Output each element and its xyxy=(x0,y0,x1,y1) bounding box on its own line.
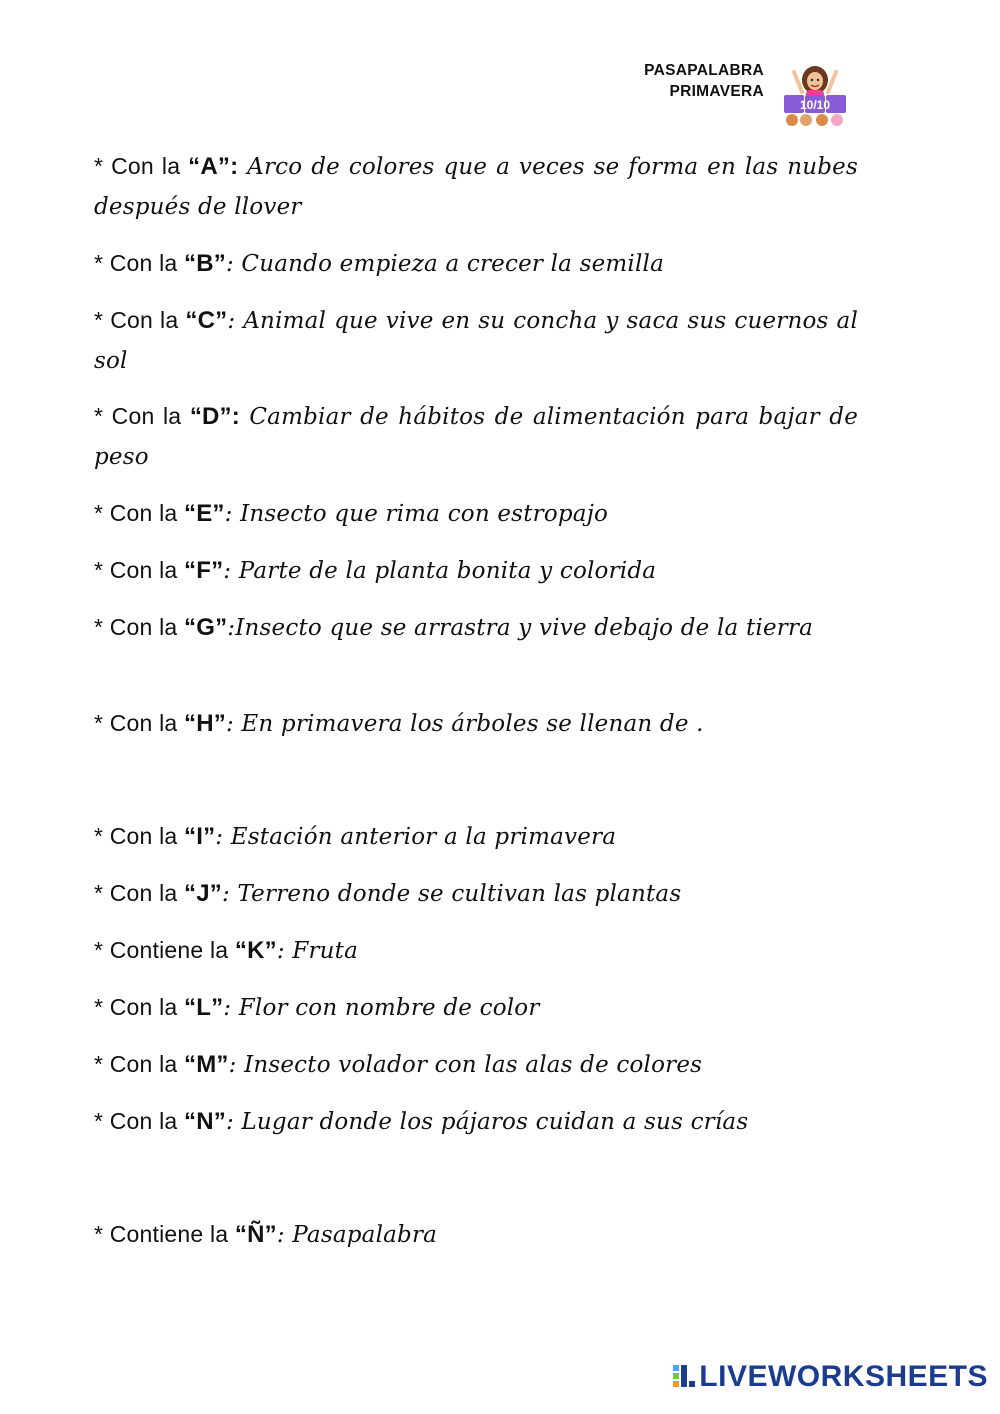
clue-text: : Estación anterior a la primavera xyxy=(215,824,617,850)
clue-letter: “A”: xyxy=(188,153,239,180)
clue-letter: “K” xyxy=(234,937,277,964)
clue-text: : Parte de la planta bonita y colorida xyxy=(223,558,657,584)
title-line-2: PRIMAVERA xyxy=(669,83,764,100)
clue-letter: “I” xyxy=(184,823,216,850)
clue-c xyxy=(94,300,858,381)
clue-prefix: * Con la xyxy=(94,307,186,333)
clue-prefix: * Con la xyxy=(94,710,185,736)
clue-prefix: * Con la xyxy=(94,880,185,906)
clue-prefix: * Con la xyxy=(94,1108,185,1134)
clue-e xyxy=(94,493,858,534)
clue-enye xyxy=(94,1214,858,1255)
clue-text: Cambiar de hábitos de alimentación para bajar de peso xyxy=(94,404,859,470)
clue-letter: “B” xyxy=(184,250,226,277)
clue-text: Arco de colores que a veces se forma en las nubes después de llover xyxy=(94,154,858,220)
clue-letter: “G” xyxy=(184,614,228,641)
clue-g xyxy=(94,607,858,648)
clue-letter: “M” xyxy=(184,1051,229,1078)
clue-text: : Flor con nombre de color xyxy=(223,995,540,1021)
clue-text: : Fruta xyxy=(276,938,359,964)
clue-text: : Terreno donde se cultivan las plantas xyxy=(221,881,682,907)
clue-prefix: * Contiene la xyxy=(94,1221,235,1247)
clue-text: : Animal que vive en su concha y saca sus cuernos al sol xyxy=(94,308,858,374)
clue-prefix: * Con la xyxy=(94,403,190,429)
clue-m xyxy=(94,1044,858,1085)
clue-j xyxy=(94,873,858,914)
avatar-badge-text: 10/10 xyxy=(799,98,831,112)
clue-prefix: * Con la xyxy=(94,250,185,276)
liveworksheets-logo-icon xyxy=(673,1365,695,1389)
clue-letter: “H” xyxy=(184,710,226,737)
clue-n xyxy=(94,1101,858,1142)
clue-text: :Insecto que se arrastra y vive debajo de la tierra xyxy=(227,615,814,641)
clue-prefix: * Con la xyxy=(94,153,189,179)
clue-letter: “E” xyxy=(184,500,225,527)
clue-d xyxy=(94,396,858,477)
clue-letter: “Ñ” xyxy=(234,1221,277,1248)
clue-b xyxy=(94,243,858,284)
clue-letter: “N” xyxy=(184,1108,226,1135)
clue-text: : Pasapalabra xyxy=(276,1222,438,1248)
liveworksheets-brand xyxy=(673,1360,988,1394)
clue-text: : Insecto volador con las alas de colores xyxy=(228,1052,703,1078)
clue-prefix: * Contiene la xyxy=(94,937,235,963)
clue-h xyxy=(94,703,858,744)
clue-text: : En primavera los árboles se llenan de . xyxy=(225,711,704,737)
clue-letter: “D”: xyxy=(189,403,240,430)
clue-text: : Lugar donde los pájaros cuidan a sus crías xyxy=(225,1109,749,1135)
worksheet-title xyxy=(644,60,764,102)
clue-prefix: * Con la xyxy=(94,614,185,640)
clue-f xyxy=(94,550,858,591)
clue-letter: “J” xyxy=(184,880,222,907)
clue-prefix: * Con la xyxy=(94,500,185,526)
clue-letter: “C” xyxy=(185,307,228,334)
clue-prefix: * Con la xyxy=(94,823,185,849)
clue-k xyxy=(94,930,858,971)
brand-text: LIVEWORKSHEETS xyxy=(699,1360,988,1393)
teacher-avatar-icon xyxy=(782,62,848,128)
clue-text: : Cuando empieza a crecer la semilla xyxy=(225,251,664,277)
clue-letter: “L” xyxy=(184,994,224,1021)
clue-prefix: * Con la xyxy=(94,1051,185,1077)
clue-i xyxy=(94,816,858,857)
clue-l xyxy=(94,987,858,1028)
clue-letter: “F” xyxy=(184,557,224,584)
clue-prefix: * Con la xyxy=(94,994,185,1020)
title-line-1: PASAPALABRA xyxy=(644,62,764,79)
clue-prefix: * Con la xyxy=(94,557,185,583)
clue-text: : Insecto que rima con estropajo xyxy=(224,501,609,527)
clue-a xyxy=(94,146,858,227)
